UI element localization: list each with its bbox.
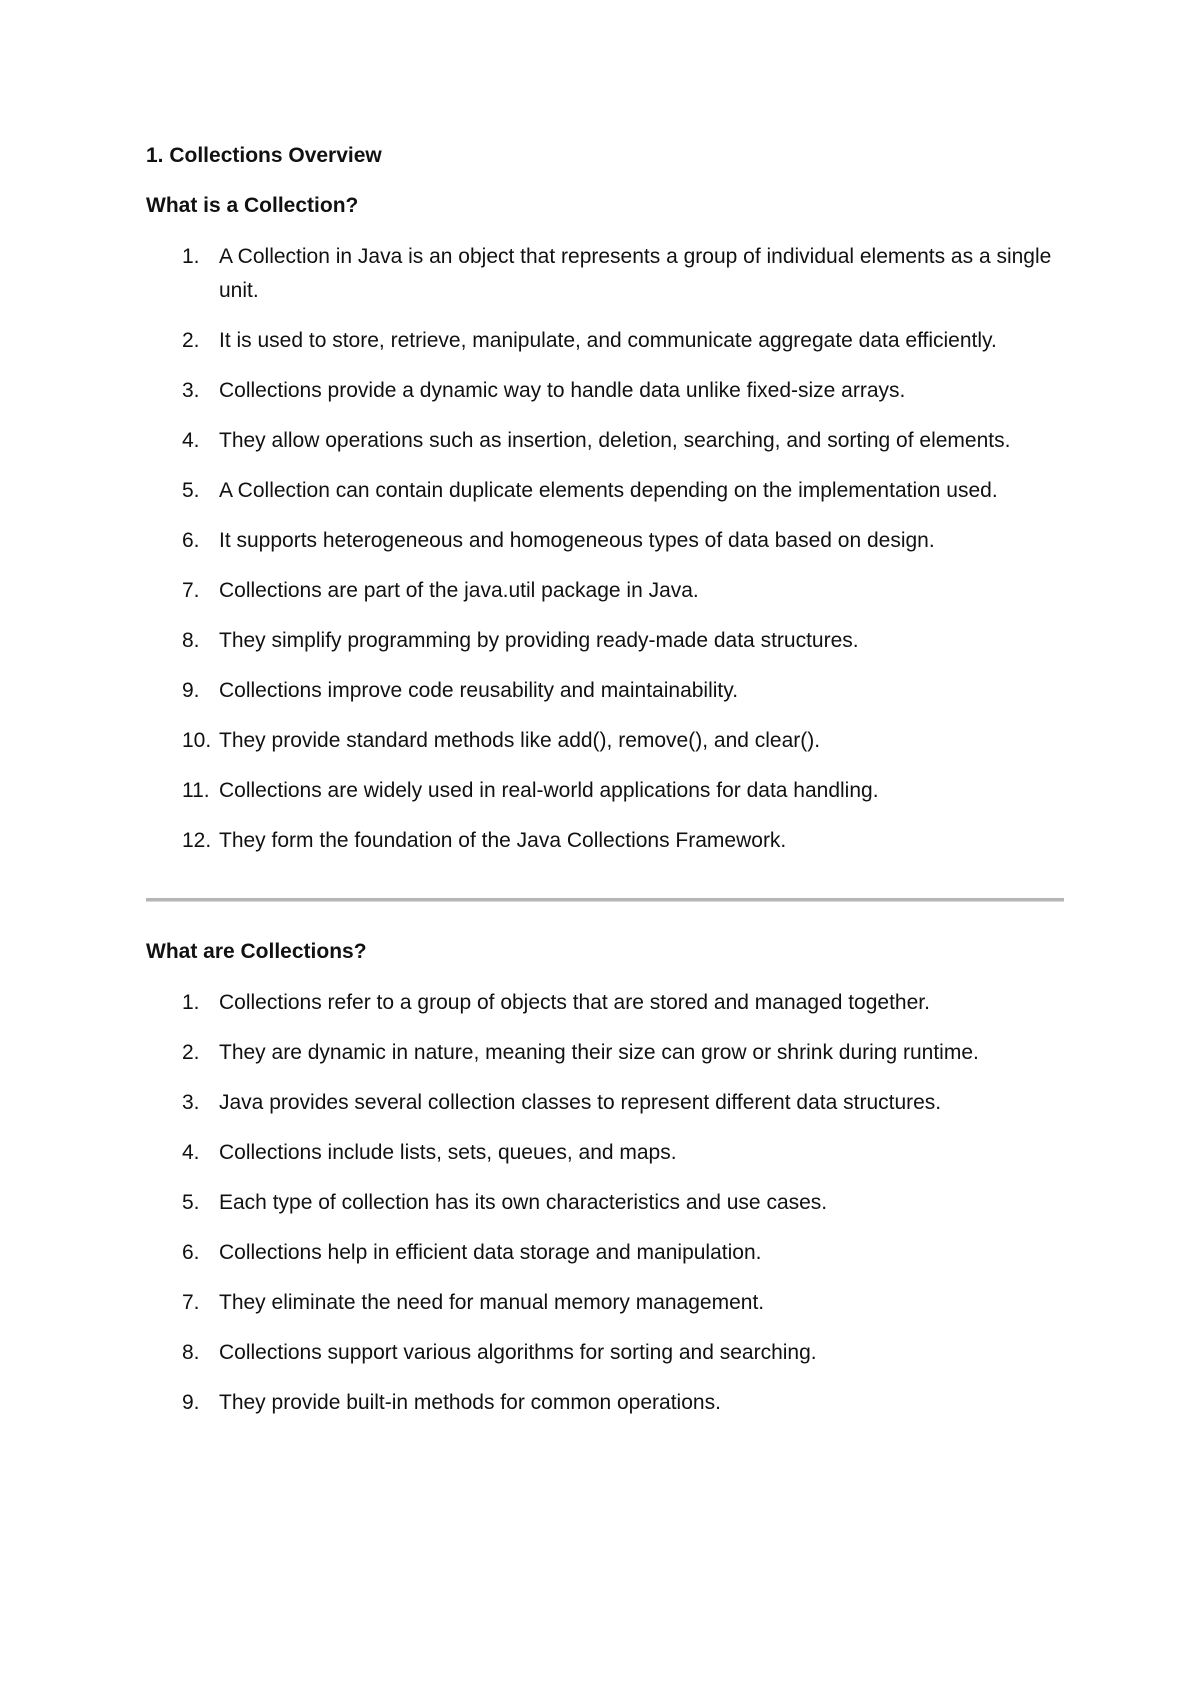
list-item-text: Collections help in efficient data storage and manipulation. [219,1241,762,1264]
list-item-number: 5. [182,1191,200,1214]
list-item-number: 6. [182,529,200,552]
list-item-text: Collections include lists, sets, queues, and maps. [219,1141,677,1164]
list-item [146,986,1066,1020]
list-item-number: 1. [182,245,200,268]
list-item-text: They form the foundation of the Java Collections Framework. [219,829,787,852]
list-item-text: A Collection in Java is an object that represents a group of individual elements as a single unit. [219,245,1052,302]
list-item [146,1286,1066,1320]
list-item-text: They simplify programming by providing ready-made data structures. [219,629,859,652]
list-item-text: Collections improve code reusability and maintainability. [219,679,739,702]
list-item-text: It supports heterogeneous and homogeneous types of data based on design. [219,529,935,552]
list-item-text: Java provides several collection classes to represent different data structures. [219,1091,942,1114]
list-item [146,1236,1066,1270]
list-item [146,524,1066,558]
list-item-text: Collections provide a dynamic way to handle data unlike fixed-size arrays. [219,379,906,402]
list-item-number: 7. [182,579,200,602]
list-item-number: 6. [182,1241,200,1264]
list-item [146,1336,1066,1370]
list-item-text: They are dynamic in nature, meaning their size can grow or shrink during runtime. [219,1041,979,1064]
list-item [146,674,1066,708]
horizontal-divider [146,898,1064,902]
list-item-text: It is used to store, retrieve, manipulate, and communicate aggregate data efficiently. [219,329,997,352]
list-item-number: 4. [182,1141,200,1164]
list-item-number: 12. [182,829,212,852]
list-item-number: 8. [182,1341,200,1364]
list-item [146,474,1066,508]
list-item [146,574,1066,608]
list-item-text: Collections support various algorithms for sorting and searching. [219,1341,817,1364]
list-item-number: 3. [182,1091,200,1114]
list-item-number: 3. [182,379,200,402]
list-item [146,1386,1066,1420]
list-item [146,724,1066,758]
list-item [146,240,1066,308]
collections-description-list [146,986,1066,1420]
list-item-text: They eliminate the need for manual memory management. [219,1291,765,1314]
list-item-number: 1. [182,991,200,1014]
collection-definition-list [146,240,1066,858]
list-item [146,1136,1066,1170]
list-item-text: Collections are widely used in real-world applications for data handling. [219,779,879,802]
list-item [146,324,1066,358]
list-item-number: 2. [182,1041,200,1064]
subheading-what-is-a-collection: What is a Collection? [146,194,359,217]
list-item [146,374,1066,408]
list-item-number: 2. [182,329,200,352]
list-item [146,1086,1066,1120]
list-item-text: They allow operations such as insertion, deletion, searching, and sorting of elements. [219,429,1011,452]
list-item-number: 7. [182,1291,200,1314]
list-item-text: A Collection can contain duplicate elements depending on the implementation used. [219,479,998,502]
list-item [146,424,1066,458]
list-item-number: 8. [182,629,200,652]
list-item-text: Each type of collection has its own characteristics and use cases. [219,1191,828,1214]
list-item-number: 11. [182,779,210,802]
list-item [146,824,1066,858]
list-item [146,774,1066,808]
list-item-text: They provide standard methods like add(), remove(), and clear(). [219,729,821,752]
list-item-text: Collections are part of the java.util package in Java. [219,579,699,602]
list-item [146,1036,1066,1070]
list-item-text: They provide built-in methods for common operations. [219,1391,721,1414]
list-item-number: 10. [182,729,212,752]
list-item-number: 5. [182,479,200,502]
list-item-text: Collections refer to a group of objects that are stored and managed together. [219,991,930,1014]
document-body [146,142,1066,1436]
list-item [146,1186,1066,1220]
list-item-number: 9. [182,679,200,702]
subheading-what-are-collections: What are Collections? [146,940,367,963]
section-heading: 1. Collections Overview [146,144,382,167]
list-item [146,624,1066,658]
list-item-number: 9. [182,1391,200,1414]
list-item-number: 4. [182,429,200,452]
